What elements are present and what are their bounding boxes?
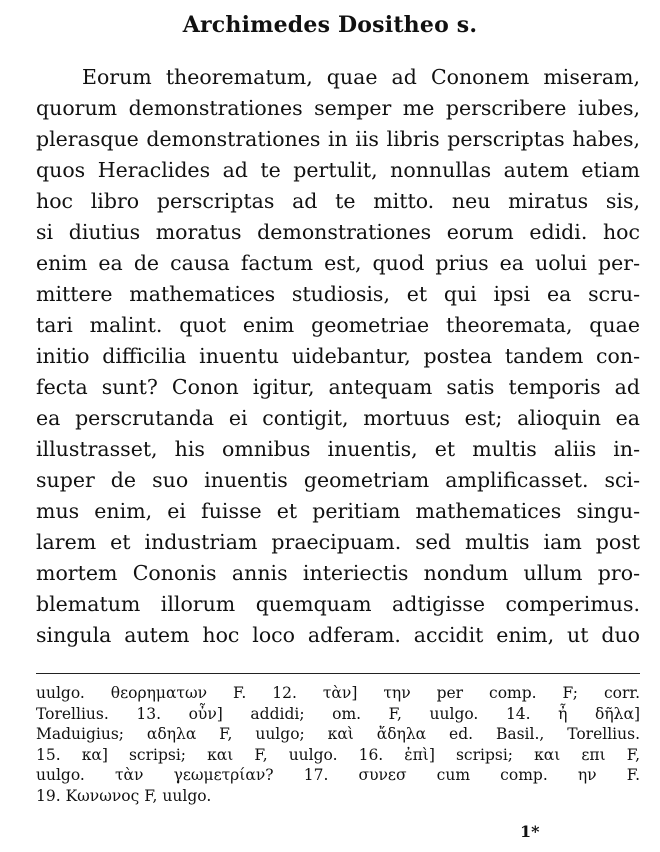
footnote-line: 15. κα] scripsi; και F, uulgo. 16. ἐπὶ] scripsi; και επι F,	[36, 745, 640, 764]
body-line: quos Heraclides ad te pertulit, nonnullas autem etiam	[36, 158, 640, 182]
body-line: illustrasset, his omnibus inuentis, et multis aliis in-	[36, 437, 640, 461]
body-line: initio difficilia inuentu uidebantur, postea tandem con-	[36, 344, 640, 368]
footnote-line: Maduigius; αδηλα F, uulgo; καὶ ἄδηλα ed. Basil., Torellius.	[36, 725, 640, 743]
body-line: ea perscrutanda ei contigit, mortuus est; alioquin ea	[36, 406, 640, 430]
footnote-line: uulgo. θεορηματων F. 12. τὰν] την per comp. F; corr.	[36, 684, 640, 702]
footnote-line: uulgo. τὰν γεωμετρίαν? 17. συνεσ cum comp. ην F.	[36, 766, 640, 784]
body-line: hoc libro perscriptas ad te mitto. neu miratus sis,	[36, 189, 640, 213]
body-line: mus enim, ei fuisse et peritiam mathematices singu-	[36, 499, 640, 523]
body-line: plerasque demonstrationes in iis libris perscriptas habes,	[36, 127, 640, 151]
footnotes	[36, 683, 640, 806]
page-title: Archimedes Dositheo s.	[182, 12, 478, 38]
page-signature: 1*	[520, 822, 540, 841]
body-line: larem et industriam praecipuam. sed multis iam post	[36, 530, 640, 554]
body-text	[36, 62, 640, 651]
body-line: si diutius moratus demonstrationes eorum edidi. hoc	[36, 220, 640, 244]
footnote-line: Torellius. 13. οὖν] addidi; om. F, uulgo. 14. ἦ δῆλα]	[36, 704, 640, 723]
body-line: enim ea de causa factum est, quod prius ea uolui per-	[36, 251, 640, 275]
body-line: fecta sunt? Conon igitur, antequam satis temporis ad	[36, 375, 640, 399]
body-line: Eorum theorematum, quae ad Cononem miseram,	[82, 65, 640, 89]
body-line: blematum illorum quemquam adtigisse comperimus.	[36, 592, 640, 616]
footnote-divider	[36, 673, 640, 674]
body-line: tari malint. quot enim geometriae theoremata, quae	[36, 313, 640, 337]
body-line: mortem Cononis annis interiectis nondum ullum pro-	[36, 561, 640, 585]
body-line: quorum demonstrationes semper me perscribere iubes,	[36, 96, 640, 120]
body-line: mittere mathematices studiosis, et qui ipsi ea scru-	[36, 282, 640, 306]
body-line: singula autem hoc loco adferam. accidit enim, ut duo	[36, 623, 640, 647]
footnote-line: 19. Κωνωνος F, uulgo.	[36, 786, 212, 805]
body-line: super de suo inuentis geometriam amplificasset. sci-	[36, 468, 640, 492]
